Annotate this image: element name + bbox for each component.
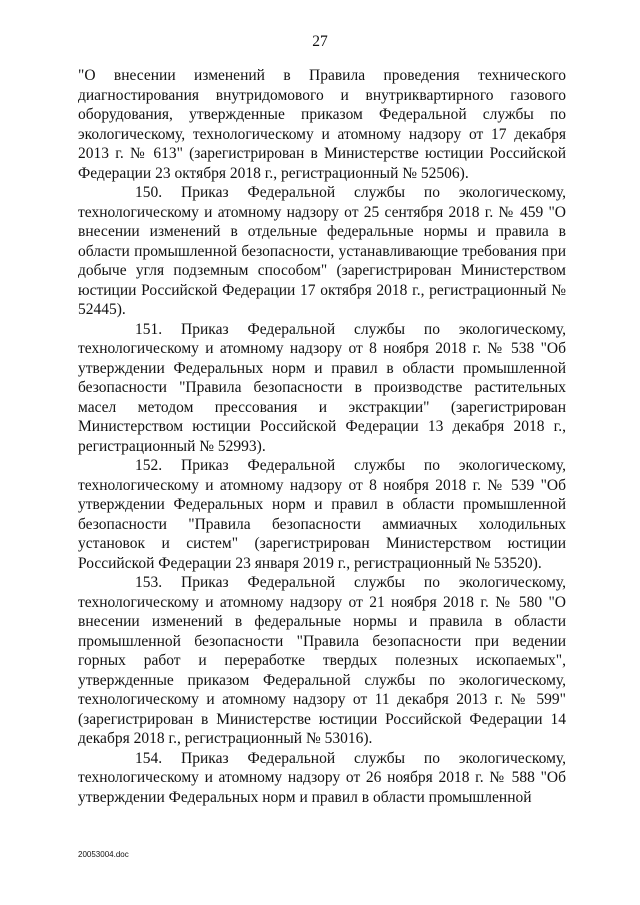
footer-filename: 20053004.doc — [78, 850, 129, 859]
list-item-152: 152. Приказ Федеральной службы по экологическому, технологическому и атомному надзору от 8 ноября 2018 г. № 539 "Об утверждении Федеральных норм и правил в области промышленной безопасности "Правила безопасности аммиачных холодильных установок и систем" (зарегистрирован Министерством юстиции Российской Федерации 23 января 2019 г., регистрационный № 53520). — [78, 457, 566, 572]
document-body — [78, 66, 566, 807]
list-item-153: 153. Приказ Федеральной службы по экологическому, технологическому и атомному надзору от 21 ноября 2018 г. № 580 "О внесении изменений в федеральные нормы и правила в области промышленной безопасности "Правила безопасности при ведении горных работ и переработке твердых полезных ископаемых", утвержденные приказом Федеральной службы по экологическому, технологическому и атомному надзору от 11 декабря 2013 г. № 599" (зарегистрирован в Министерстве юстиции Российской Федерации 14 декабря 2018 г., регистрационный № 53016). — [78, 574, 566, 747]
list-item-150: 150. Приказ Федеральной службы по экологическому, технологическому и атомному надзору от 25 сентября 2018 г. № 459 "О внесении изменений в отдельные федеральные нормы и правила в области промышленной безопасности, устанавливающие требования при добыче угля подземным способом" (зарегистрирован Министерством юстиции Российской Федерации 17 октября 2018 г., регистрационный № 52445). — [78, 184, 566, 318]
list-item-154: 154. Приказ Федеральной службы по экологическому, технологическому и атомному надзору от 26 ноября 2018 г. № 588 "Об утверждении Федеральных норм и правил в области промышленной — [78, 749, 566, 806]
paragraph-continuation: "О внесении изменений в Правила проведения технического диагностирования внутридомового и внутриквартирного газового оборудования, утвержденные приказом Федеральной службы по экологическому, технологическому и атомному надзору от 17 декабря 2013 г. № 613" (зарегистрирован в Министерстве юстиции Российской Федерации 23 октября 2018 г., регистрационный № 52506). — [78, 67, 566, 182]
list-item-151: 151. Приказ Федеральной службы по экологическому, технологическому и атомному надзору от 8 ноября 2018 г. № 538 "Об утверждении Федеральных норм и правил в области промышленной безопасности "Правила безопасности в производстве растительных масел методом прессования и экстракции" (зарегистрирован Министерством юстиции Российской Федерации 13 декабря 2018 г., регистрационный № 52993). — [78, 320, 566, 455]
page-number: 27 — [312, 33, 328, 50]
